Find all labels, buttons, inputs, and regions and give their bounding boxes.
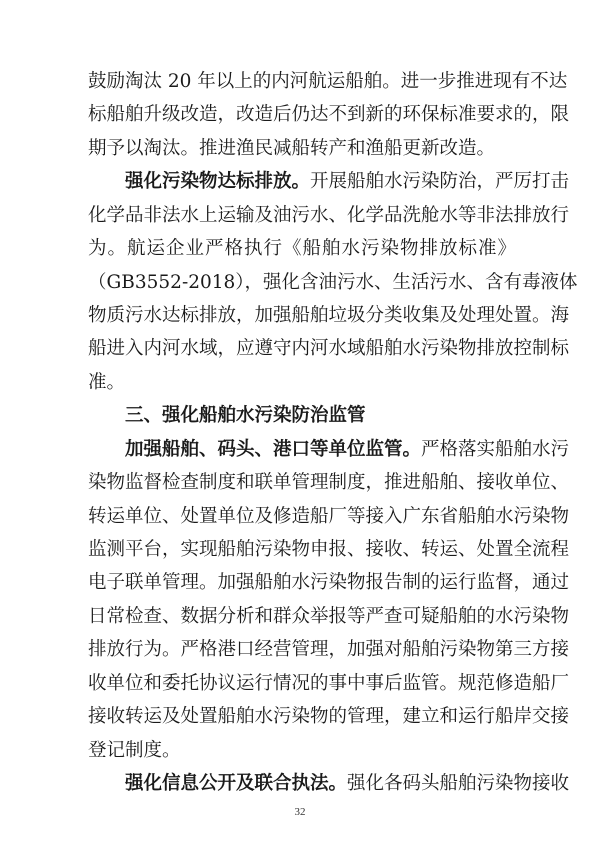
paragraph-first-line [125,438,570,462]
text-line: （GB3552-2018），强化含油污水、生活污水、含有毒液体 [88,272,578,293]
paragraph-first-line [125,170,570,194]
page-number: 32 [294,806,306,818]
text-line: 物质污水达标排放，加强船舶垃圾分类收集及处理处置。海 [88,305,570,326]
text-line: 接收转运及处置船舶水污染物的管理，建立和运行船岸交接 [88,706,570,727]
paragraph-text: 严格落实船舶水污 [421,439,570,460]
paragraph-first-line [125,772,570,796]
text-line: 监测平台，实现船舶污染物申报、接收、转运、处置全流程 [88,539,570,560]
text-line: 期予以淘汰。推进渔民减船转产和渔船更新改造。 [88,138,496,159]
paragraph-heading: 强化信息公开及联合执法。 [125,773,348,794]
section-title: 三、强化船舶水污染防治监管 [125,405,366,426]
text-line: 化学品非法水上运输及油污水、化学品洗舱水等非法排放行 [88,205,570,226]
text-line: 准。 [88,372,126,393]
text-line: 收单位和委托协议运行情况的事中事后监管。规范修造船厂 [88,673,570,694]
text-line: 染物监督检查制度和联单管理制度，推进船舶、接收单位、 [88,472,570,493]
paragraph-text: 强化各码头船舶污染物接收 [347,773,570,794]
text-line: 转运单位、处置单位及修造船厂等接入广东省船舶水污染物 [88,506,570,527]
text-line: 标船舶升级改造，改造后仍达不到新的环保标准要求的，限 [88,104,570,125]
text-line: 排放行为。严格港口经营管理，加强对船舶污染物第三方接 [88,639,570,660]
text-line: 日常检查、数据分析和群众举报等严查可疑船舶的水污染物 [88,606,570,627]
text-line: 为。航运企业严格执行《船舶水污染物排放标准》 [88,238,516,259]
paragraph-heading: 加强船舶、码头、港口等单位监管。 [125,439,422,460]
paragraph-text: 开展船舶水污染防治，严厉打击 [310,171,570,192]
text-line: 登记制度。 [88,740,181,761]
text-line: 船进入内河水域，应遵守内河水域船舶水污染物排放控制标 [88,338,570,359]
paragraph-heading: 强化污染物达标排放。 [125,171,311,192]
text-line: 鼓励淘汰 20 年以上的内河航运船舶。进一步推进现有不达 [88,71,568,92]
text-line: 电子联单管理。加强船舶水污染物报告制的运行监督，通过 [88,572,570,593]
